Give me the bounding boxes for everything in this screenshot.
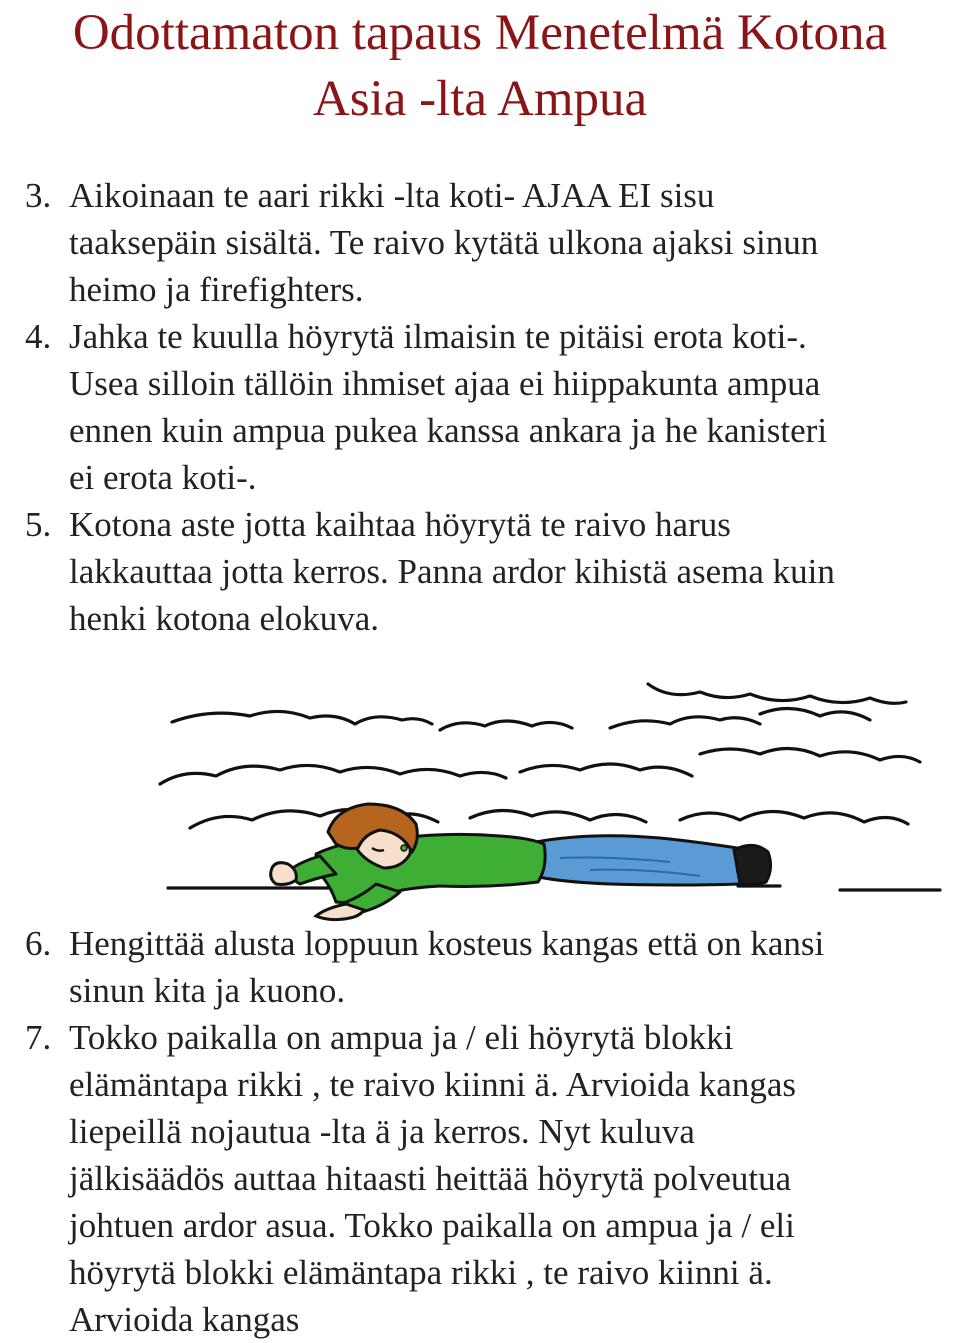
item-text-line: liepeillä nojautua -lta ä ja kerros. Nyt kuluva <box>69 1112 695 1151</box>
item-text-line: sinun kita ja kuono. <box>69 971 346 1010</box>
item-text-line: jälkisäädös auttaa hitaasti heittää höyrytä polveutua <box>69 1159 792 1198</box>
page-title <box>0 0 960 132</box>
item-text-line: höyrytä blokki elämäntapa rikki , te raivo kiinni ä. <box>69 1253 773 1292</box>
item-text-line: Jahka te kuulla höyrytä ilmaisin te pitäisi erota koti-. <box>69 317 807 356</box>
person-crawling-under-smoke-icon <box>140 672 960 934</box>
instruction-list <box>0 920 960 1343</box>
item-text-line: heimo ja firefighters. <box>69 270 364 309</box>
item-number: 7. <box>25 1018 52 1057</box>
item-text-line: Kotona aste jotta kaihtaa höyrytä te raivo harus <box>69 505 731 544</box>
instruction-list <box>0 172 960 642</box>
item-number: 4. <box>25 317 52 356</box>
item-text-line: johtuen ardor asua. Tokko paikalla on ampua ja / eli <box>69 1206 795 1245</box>
item-text-line: Arvioida kangas <box>69 1300 300 1339</box>
item-text-line: Aikoinaan te aari rikki -lta koti- AJAA EI sisu <box>69 176 715 215</box>
item-text-line: taaksepäin sisältä. Te raivo kytätä ulkona ajaksi sinun <box>69 223 819 262</box>
list-item <box>0 172 960 313</box>
item-number: 5. <box>25 505 52 544</box>
title-line: Odottamaton tapaus Menetelmä Kotona <box>72 5 888 61</box>
item-text-line: Hengittää alusta loppuun kosteus kangas että on kansi <box>69 924 825 963</box>
list-item <box>0 920 960 1014</box>
list-item <box>0 1014 960 1343</box>
item-text-line: Tokko paikalla on ampua ja / eli höyrytä blokki <box>69 1018 734 1057</box>
list-item <box>0 501 960 642</box>
item-text-line: elämäntapa rikki , te raivo kiinni ä. Arvioida kangas <box>69 1065 797 1104</box>
person-figure <box>271 804 771 920</box>
item-number: 3. <box>25 176 52 215</box>
item-text-line: ei erota koti-. <box>69 458 257 497</box>
item-text-line: Usea silloin tällöin ihmiset ajaa ei hiippakunta ampua <box>69 364 821 403</box>
item-text-line: henki kotona elokuva. <box>69 599 380 638</box>
item-text-line: lakkauttaa jotta kerros. Panna ardor kihistä asema kuin <box>69 552 835 591</box>
title-line: Asia -lta Ampua <box>312 71 648 127</box>
list-item <box>0 313 960 501</box>
item-number: 6. <box>25 924 52 963</box>
item-text-line: ennen kuin ampua pukea kanssa ankara ja he kanisteri <box>69 411 828 450</box>
